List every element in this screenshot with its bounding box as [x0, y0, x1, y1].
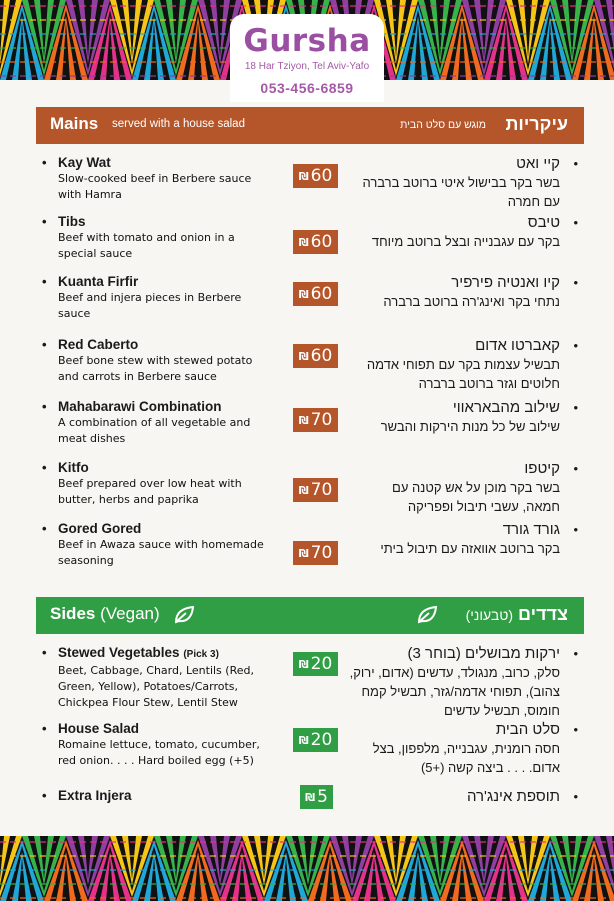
item-price: ₪ 5 — [300, 785, 333, 809]
item-price: ₪ 70 — [293, 408, 338, 432]
item-description-he: חסה רומנית, עגבנייה, מלפפון, בצל אדום. . . . ביצה קשה (+5) — [372, 741, 560, 775]
item-price: ₪ 60 — [293, 164, 338, 188]
item-name-he: • קיו ואנטיה פירפיר — [358, 273, 578, 292]
item-price: ₪ 60 — [293, 282, 338, 306]
item-description: Beet, Cabbage, Chard, Lentils (Red, Green, Yellow), Potatoes/Carrots, Chickpea Flour Stew, Lentil Stew — [58, 664, 254, 709]
item-price: ₪ 60 — [293, 344, 338, 368]
item-description-he: בשר בקר מוכן על אש קטנה עם חמאה, עשבי תיבול ופפריקה — [392, 480, 560, 514]
item-description-he: בשר בקר בבישול איטי ברוטב ברברה עם חמרה — [362, 175, 560, 209]
item-name: • Kay Wat — [42, 154, 272, 171]
sides-section-header — [36, 597, 584, 634]
item-name-he: • קאברטו אדום — [358, 336, 578, 355]
mains-subtitle-he: מוגש עם סלט הבית — [400, 119, 486, 131]
item-description: Slow-cooked beef in Berbere sauce with Hamra — [58, 172, 252, 201]
item-name: • Tibs — [42, 213, 272, 230]
item-price: ₪ 70 — [293, 478, 338, 502]
item-description-he: בקר עם עגבנייה ובצל ברוטב מיוחד — [371, 234, 560, 249]
item-price: ₪ 60 — [293, 230, 338, 254]
item-description: Beef prepared over low heat with butter, herbs and paprika — [58, 477, 242, 506]
item-description-he: תבשיל עצמות בקר עם תפוחי אדמה חלוטים וגזר ברוטב ברברה — [366, 357, 560, 391]
item-description-he: בקר ברוטב אוואזה עם תיבול ביתי — [380, 541, 560, 556]
restaurant-address: 18 Har Tziyon, Tel Aviv-Yafo — [244, 61, 370, 72]
item-name-he: • ירקות מבושלים (בוחר 3) — [343, 644, 578, 663]
item-name: • Kuanta Firfir — [42, 273, 272, 290]
item-description-he: שילוב של כל מנות הירקות והבשר — [380, 419, 560, 434]
mains-title-he: עיקריות — [505, 114, 568, 134]
item-name-he: • קיי ואט — [358, 154, 578, 173]
item-name: • Red Caberto — [42, 336, 272, 353]
restaurant-name: Gursha — [243, 23, 371, 59]
mains-title: Mains — [50, 114, 99, 133]
item-description: Beef and injera pieces in Berbere sauce — [58, 291, 242, 320]
item-name: • Mahabarawi Combination — [42, 398, 272, 415]
item-description: Beef with tomato and onion in a special sauce — [58, 231, 235, 260]
logo-card — [230, 14, 384, 102]
item-price: ₪ 20 — [293, 728, 338, 752]
item-price: ₪ 70 — [293, 541, 338, 565]
item-name-he: • תוספת אינג'רה — [358, 787, 578, 806]
item-description: Romaine lettuce, tomato, cucumber, red onion. . . . Hard boiled egg (+5) — [58, 738, 260, 767]
item-description: Beef in Awaza sauce with homemade seasoning — [58, 538, 264, 567]
item-description-he: נתחי בקר ואינג'רה ברוטב ברברה — [383, 294, 560, 309]
item-name-he: • קיטפו — [358, 459, 578, 478]
sides-title-note-he: (טבעוני) — [465, 607, 514, 623]
item-name: • House Salad — [42, 720, 278, 737]
item-price: ₪ 20 — [293, 652, 338, 676]
item-name-he: • טיבס — [358, 213, 578, 232]
item-description-he: סלק, כרוב, מנגולד, עדשים (אדום, ירוק, צהוב), תפוחי אדמה/גזר, תבשיל קמח חומוס, תבשיל עדשים — [349, 665, 560, 718]
decorative-pattern-bottom — [0, 836, 614, 901]
item-name: • Stewed Vegetables (Pick 3) — [42, 644, 278, 663]
leaf-icon — [173, 605, 195, 625]
leaf-icon — [416, 605, 438, 625]
restaurant-phone[interactable]: 053-456-6859 — [260, 80, 354, 96]
item-name: • Kitfo — [42, 459, 272, 476]
item-description: Beef bone stew with stewed potato and carrots in Berbere sauce — [58, 354, 253, 383]
mains-subtitle: served with a house salad — [112, 118, 245, 130]
sides-title-note: (Vegan) — [100, 604, 160, 623]
item-name: • Gored Gored — [42, 520, 272, 537]
item-name-he: • שילוב מהבאראווי — [358, 398, 578, 417]
item-name-he: • סלט הבית — [343, 720, 578, 739]
mains-section-header — [36, 107, 584, 144]
item-name-he: • גורד גורד — [358, 520, 578, 539]
sides-title-he: צדדים (טבעוני) — [465, 604, 568, 624]
sides-title: Sides (Vegan) — [50, 604, 160, 623]
item-description: A combination of all vegetable and meat dishes — [58, 416, 251, 445]
item-name: • Extra Injera — [42, 787, 272, 804]
item-name-note: (Pick 3) — [183, 649, 219, 660]
